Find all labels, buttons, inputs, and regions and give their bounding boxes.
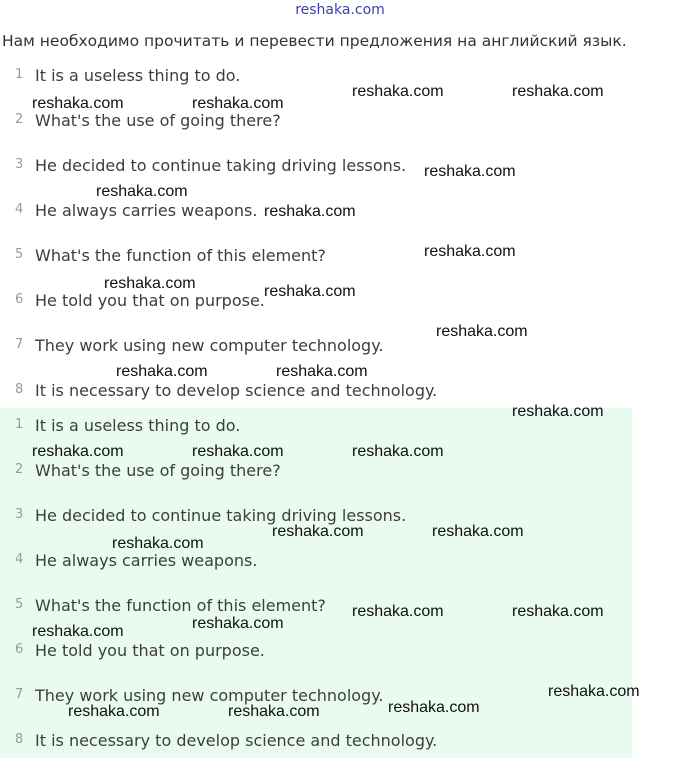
item-text: He always carries weapons. <box>35 551 258 570</box>
item-text: It is a useless thing to do. <box>35 66 241 85</box>
watermark: reshaka.com <box>388 699 480 716</box>
item-number: 8 <box>15 732 24 747</box>
item-text: He decided to continue taking driving lessons. <box>35 506 407 525</box>
task-instruction: Нам необходимо прочитать и перевести предложения на английский язык. <box>2 32 627 50</box>
item-number: 8 <box>15 382 24 397</box>
watermark: reshaka.com <box>32 443 124 460</box>
watermark: reshaka.com <box>32 95 124 112</box>
watermark: reshaka.com <box>192 443 284 460</box>
watermark: reshaka.com <box>264 283 356 300</box>
watermark: reshaka.com <box>512 403 604 420</box>
item-text: They work using new computer technology. <box>35 336 384 355</box>
watermark: reshaka.com <box>352 443 444 460</box>
item-number: 7 <box>15 337 24 352</box>
watermark: reshaka.com <box>424 163 516 180</box>
item-text: They work using new computer technology. <box>35 686 384 705</box>
watermark: reshaka.com <box>192 95 284 112</box>
item-number: 3 <box>15 507 24 522</box>
item-text: What's the function of this element? <box>35 246 326 265</box>
watermark: reshaka.com <box>424 243 516 260</box>
item-text: What's the use of going there? <box>35 461 281 480</box>
watermark: reshaka.com <box>192 615 284 632</box>
item-number: 6 <box>15 642 24 657</box>
watermark: reshaka.com <box>272 523 364 540</box>
watermark: reshaka.com <box>352 83 444 100</box>
item-number: 3 <box>15 157 24 172</box>
item-text: It is necessary to develop science and technology. <box>35 381 438 400</box>
watermark: reshaka.com <box>112 535 204 552</box>
watermark: reshaka.com <box>264 203 356 220</box>
watermark: reshaka.com <box>68 703 160 720</box>
watermark: reshaka.com <box>104 275 196 292</box>
item-text: It is necessary to develop science and technology. <box>35 731 438 750</box>
item-number: 2 <box>15 462 24 477</box>
watermark: reshaka.com <box>32 623 124 640</box>
item-number: 2 <box>15 112 24 127</box>
item-text: What's the function of this element? <box>35 596 326 615</box>
item-number: 4 <box>15 202 24 217</box>
item-text: He always carries weapons. <box>35 201 258 220</box>
item-number: 1 <box>15 67 24 82</box>
item-text: He decided to continue taking driving lessons. <box>35 156 407 175</box>
watermark: reshaka.com <box>432 523 524 540</box>
watermark: reshaka.com <box>228 703 320 720</box>
watermark: reshaka.com <box>548 683 640 700</box>
item-number: 5 <box>15 247 24 262</box>
watermark: reshaka.com <box>276 363 368 380</box>
item-number: 6 <box>15 292 24 307</box>
item-text: It is a useless thing to do. <box>35 416 241 435</box>
watermark: reshaka.com <box>116 363 208 380</box>
item-number: 4 <box>15 552 24 567</box>
item-text: He told you that on purpose. <box>35 291 265 310</box>
watermark: reshaka.com <box>512 603 604 620</box>
item-number: 5 <box>15 597 24 612</box>
watermark: reshaka.com <box>96 183 188 200</box>
watermark: reshaka.com <box>436 323 528 340</box>
watermark: reshaka.com <box>352 603 444 620</box>
item-text: He told you that on purpose. <box>35 641 265 660</box>
item-number: 1 <box>15 417 24 432</box>
item-text: What's the use of going there? <box>35 111 281 130</box>
site-header-watermark: reshaka.com <box>295 2 385 18</box>
watermark: reshaka.com <box>512 83 604 100</box>
item-number: 7 <box>15 687 24 702</box>
